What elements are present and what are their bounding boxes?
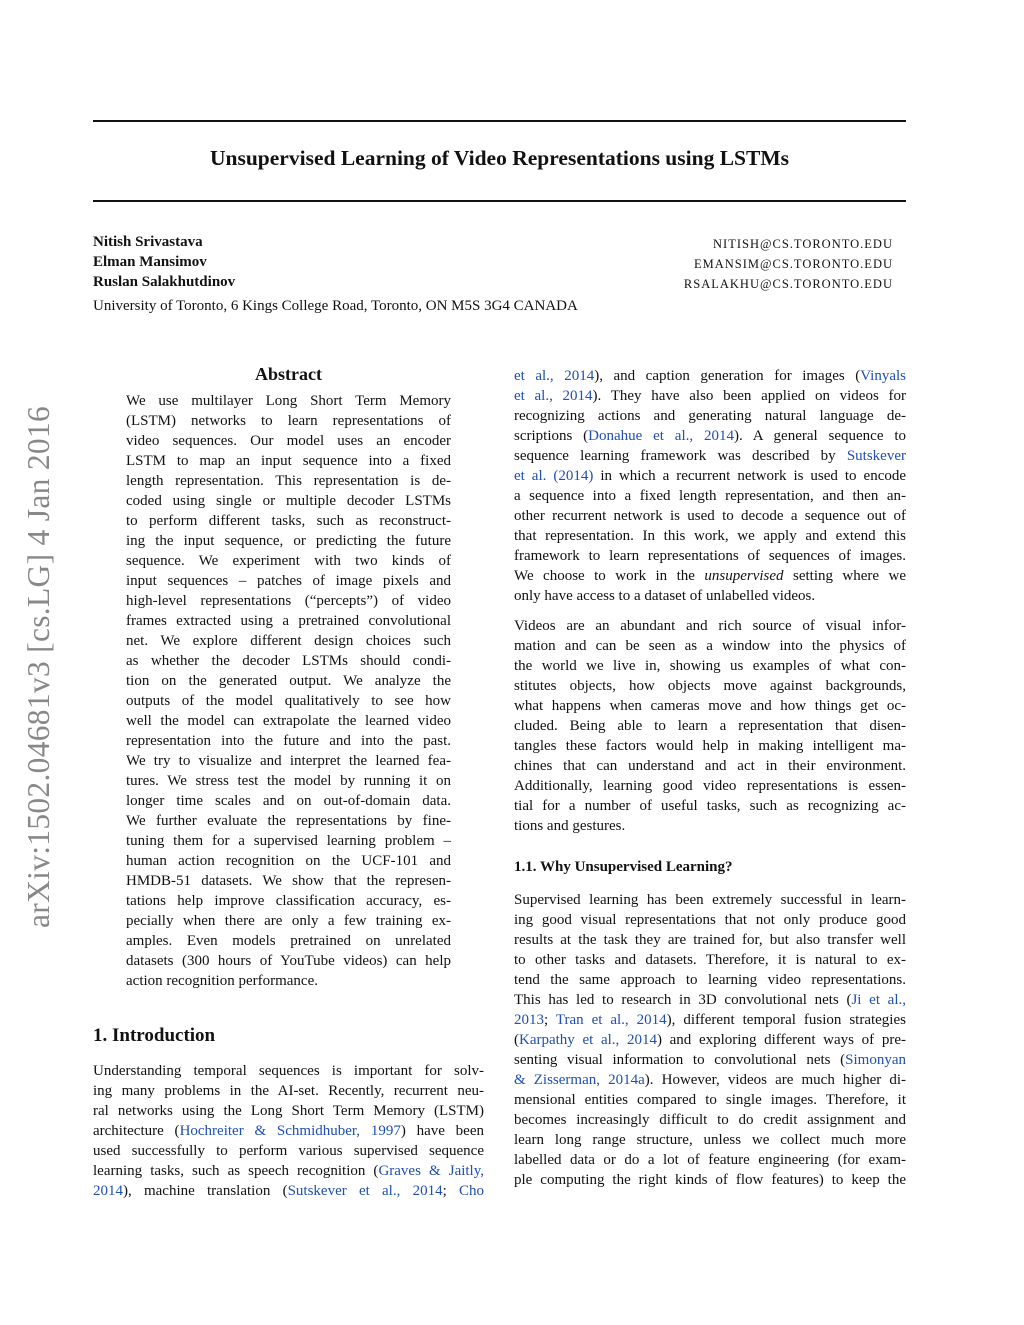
- body-line: only have access to a dataset of unlabelled videos.: [514, 588, 816, 604]
- abstract-line: ing the input sequence, or predicting the future: [126, 533, 451, 549]
- abstract-line: tion on the generated output. We analyze the: [126, 673, 451, 689]
- abstract-line: input sequences – patches of image pixels and: [126, 573, 451, 589]
- abstract-line: amples. Even models pretrained on unrelated: [126, 933, 451, 949]
- body-line: Videos are an abundant and rich source of visual infor-: [514, 618, 906, 634]
- body-line: et al. (2014) in which a recurrent network is used to encode: [514, 468, 907, 484]
- body-line: (Karpathy et al., 2014) and exploring different ways of pre-: [514, 1032, 906, 1048]
- body-line: mensional entities compared to single images. Therefore, it: [514, 1092, 906, 1108]
- body-line: learn long range structure, unless we collect much more: [514, 1132, 906, 1148]
- body-line: We choose to work in the unsupervised setting where we: [514, 568, 906, 584]
- abstract-line: HMDB-51 datasets. We show that the represen-: [126, 873, 451, 889]
- body-line: that representation. In this work, we apply and extend this: [514, 528, 906, 544]
- body-line: labelled data or do a lot of feature engineering (for exam-: [514, 1152, 906, 1168]
- abstract-line: video sequences. Our model uses an encoder: [126, 433, 451, 449]
- author-email: EMANSIM@CS.TORONTO.EDU: [693, 257, 893, 271]
- abstract-line: tations help improve classification accuracy, es-: [126, 893, 451, 909]
- citation-link[interactable]: 2014: [93, 1183, 123, 1199]
- body-line: chines that can understand and act in their environment.: [514, 758, 906, 774]
- subsection-heading: 1.1. Why Unsupervised Learning?: [514, 859, 733, 875]
- citation-link[interactable]: Donahue et al., 2014: [588, 428, 734, 444]
- citation-link[interactable]: Hochreiter & Schmidhuber, 1997: [179, 1123, 401, 1139]
- citation-link[interactable]: Sutskever et al., 2014: [287, 1183, 443, 1199]
- body-line: Additionally, learning good video representations is essen-: [514, 778, 906, 794]
- author-email: NITISH@CS.TORONTO.EDU: [713, 237, 893, 251]
- citation-link[interactable]: et al., 2014: [514, 388, 593, 404]
- abstract-line: as whether the decoder LSTMs should condi-: [126, 653, 451, 669]
- citation-link[interactable]: Tran et al., 2014: [555, 1012, 667, 1028]
- author-name: Elman Mansimov: [93, 254, 207, 270]
- body-line: ral networks using the Long Short Term Memory (LSTM): [93, 1103, 484, 1119]
- abstract-line: to perform different tasks, such as reconstruct-: [126, 513, 451, 529]
- body-line: stitutes objects, how objects move against backgrounds,: [514, 678, 906, 694]
- abstract-line: action recognition performance.: [126, 973, 318, 989]
- abstract-line: longer time scales and on out-of-domain data.: [126, 793, 451, 809]
- citation-link[interactable]: 2013: [514, 1012, 544, 1028]
- body-line: learning tasks, such as speech recognition (Graves & Jaitly,: [93, 1163, 484, 1179]
- abstract-line: pecially when there are only a few training ex-: [126, 913, 451, 929]
- citation-link[interactable]: Ji et al.,: [851, 992, 907, 1008]
- body-line: the world we live in, showing us examples of what con-: [514, 658, 906, 674]
- abstract-line: LSTM to map an input sequence into a fixed: [126, 453, 451, 469]
- title-rule-bottom: [93, 200, 906, 202]
- body-line: Understanding temporal sequences is important for solv-: [93, 1063, 484, 1079]
- citation-link[interactable]: Vinyals: [860, 368, 906, 384]
- abstract-line: well the model can extrapolate the learned video: [126, 713, 451, 729]
- abstract-line: datasets (300 hours of YouTube videos) can help: [126, 953, 451, 969]
- body-line: used successfully to perform various supervised sequence: [93, 1143, 484, 1159]
- citation-link[interactable]: Cho: [459, 1183, 485, 1199]
- abstract-line: high-level representations (“percepts”) of video: [126, 593, 451, 609]
- paper-title: Unsupervised Learning of Video Representations using LSTMs: [210, 146, 789, 170]
- abstract-line: We try to visualize and interpret the learned fea-: [126, 753, 451, 769]
- citation-link[interactable]: Karpathy et al., 2014: [519, 1032, 657, 1048]
- body-line: tangles these factors would help in making intelligent ma-: [514, 738, 906, 754]
- body-line: senting visual information to convolutional nets (Simonyan: [514, 1052, 906, 1068]
- citation-link[interactable]: Simonyan: [845, 1052, 906, 1068]
- citation-link[interactable]: Sutskever: [846, 448, 906, 464]
- body-line: becomes increasingly difficult to do credit assignment and: [514, 1112, 906, 1128]
- citation-link[interactable]: et al., 2014: [514, 368, 595, 384]
- abstract-line: length representation. This representation is de-: [126, 473, 451, 489]
- abstract-heading: Abstract: [255, 364, 322, 384]
- author-email: RSALAKHU@CS.TORONTO.EDU: [683, 277, 893, 291]
- citation-link[interactable]: Graves & Jaitly,: [378, 1163, 484, 1179]
- arxiv-stamp: arXiv:1502.04681v3 [cs.LG] 4 Jan 2016: [21, 405, 56, 928]
- abstract-line: tuning them for a supervised learning problem –: [126, 833, 451, 849]
- body-line: 2014), machine translation (Sutskever et al., 2014; Cho: [93, 1183, 485, 1199]
- body-line: a sequence into a fixed length representation, and then an-: [514, 488, 906, 504]
- abstract-line: representation into the future and into the past.: [126, 733, 451, 749]
- citation-link[interactable]: & Zisserman, 2014a: [514, 1072, 645, 1088]
- citation-link[interactable]: et al. (2014): [514, 468, 594, 484]
- title-rule-top: [93, 120, 906, 122]
- abstract-line: We further evaluate the representations by fine-: [126, 813, 451, 829]
- body-line: This has led to research in 3D convolutional nets (Ji et al.,: [514, 992, 907, 1008]
- body-line: to other tasks and datasets. Therefore, it is natural to ex-: [514, 952, 906, 968]
- abstract-line: frames extracted using a pretrained convolutional: [126, 613, 451, 629]
- abstract-line: We use multilayer Long Short Term Memory: [126, 393, 451, 409]
- body-line: 2013; Tran et al., 2014), different temporal fusion strategies: [514, 1012, 906, 1028]
- abstract-line: coded using single or multiple decoder LSTMs: [126, 493, 451, 509]
- body-line: et al., 2014), and caption generation for images (Vinyals: [514, 368, 906, 384]
- body-line: tend the same approach to learning video representations.: [514, 972, 906, 988]
- section-heading: 1. Introduction: [93, 1025, 216, 1046]
- abstract-line: net. We explore different design choices such: [126, 633, 451, 649]
- body-line: et al., 2014). They have also been applied on videos for: [514, 388, 906, 404]
- body-line: other recurrent network is used to decode a sequence out of: [514, 508, 906, 524]
- body-line: framework to learn representations of sequences of images.: [514, 548, 906, 564]
- author-name: Ruslan Salakhutdinov: [93, 274, 236, 290]
- body-line: tial for a number of useful tasks, such as recognizing ac-: [514, 798, 906, 814]
- body-line: Supervised learning has been extremely successful in learn-: [514, 892, 906, 908]
- body-line: cluded. Being able to learn a representation that disen-: [514, 718, 906, 734]
- body-line: sequence learning framework was described by Sutskever: [514, 448, 906, 464]
- body-line: ing many problems in the AI-set. Recently, recurrent neu-: [93, 1083, 484, 1099]
- affiliation: University of Toronto, 6 Kings College Road, Toronto, ON M5S 3G4 CANADA: [93, 298, 578, 314]
- body-line: & Zisserman, 2014a). However, videos are much higher di-: [514, 1072, 907, 1088]
- abstract-line: sequence. We experiment with two kinds of: [126, 553, 451, 569]
- body-line: recognizing actions and generating natural language de-: [514, 408, 906, 424]
- body-line: mation and can be seen as a window into the physics of: [514, 638, 906, 654]
- body-line: scriptions (Donahue et al., 2014). A general sequence to: [514, 428, 906, 444]
- body-line: architecture (Hochreiter & Schmidhuber, 1997) have been: [93, 1123, 485, 1139]
- body-line: results at the task they are trained for, but also transfer well: [514, 932, 906, 948]
- abstract-line: (LSTM) networks to learn representations of: [126, 413, 451, 429]
- body-line: ple computing the right kinds of flow features) to keep the: [514, 1172, 906, 1188]
- body-line: ing good visual representations that not only produce good: [514, 912, 906, 928]
- abstract-line: human action recognition on the UCF-101 and: [126, 853, 451, 869]
- body-line: tions and gestures.: [514, 818, 626, 834]
- abstract-line: outputs of the model qualitatively to see how: [126, 693, 451, 709]
- body-line: what happens when cameras move and how things get oc-: [514, 698, 906, 714]
- abstract-line: tures. We stress test the model by running it on: [126, 773, 451, 789]
- author-name: Nitish Srivastava: [93, 234, 203, 250]
